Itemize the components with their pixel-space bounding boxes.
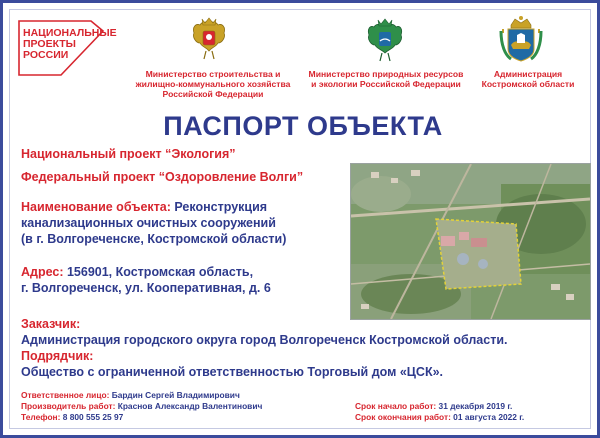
end-value: 01 августа 2022 г.: [450, 412, 525, 422]
producer-value: Краснов Александр Валентинович: [115, 401, 263, 411]
object-name-label: Наименование объекта:: [21, 200, 171, 214]
national-project: Национальный проект “Экология”: [21, 147, 236, 161]
org-kostroma-admin: [473, 69, 583, 89]
object-name-value-3: (в г. Волгореченске, Костромской области): [21, 232, 287, 246]
org-kostroma-admin-line-2: Костромской области: [481, 79, 575, 89]
page-title: ПАСПОРТ ОБЪЕКТА: [163, 111, 443, 141]
org-minprirody-line-1: Министерство природных ресурсов: [308, 69, 464, 79]
customer-label: Заказчик:: [21, 317, 81, 331]
address-block: [21, 264, 271, 296]
org-kostroma-admin-line-1: Администрация: [493, 69, 563, 79]
contractor-label: Подрядчик:: [21, 349, 94, 363]
logo-line-2: ПРОЕКТЫ: [23, 38, 76, 50]
footer-contacts: [21, 390, 262, 423]
org-minprirody: [301, 69, 471, 89]
phone-value: 8 800 555 25 97: [60, 412, 124, 422]
object-name-value-1: Реконструкция: [170, 200, 268, 214]
national-projects-logo: [15, 17, 117, 77]
org-minprirody-line-2: и экологии Российской Федерации: [311, 79, 461, 89]
kostroma-coat-of-arms-icon: [499, 15, 543, 70]
object-name-block: [21, 199, 286, 247]
org-minstroy-line-3: Российской Федерации: [162, 89, 264, 99]
org-minstroy: [123, 69, 303, 99]
customer-value: Администрация городского округа город Волгореченск Костромской области.: [21, 333, 508, 347]
logo-line-3: РОССИИ: [23, 49, 69, 61]
logo-line-1: НАЦИОНАЛЬНЫЕ: [23, 27, 117, 39]
address-label: Адрес:: [21, 265, 64, 279]
address-value-1: 156901, Костромская область,: [63, 265, 254, 279]
object-name-value-2: канализационных очистных сооружений: [21, 216, 276, 230]
footer-dates: [355, 401, 524, 423]
responsible-label: Ответственное лицо:: [21, 390, 110, 400]
federal-project: Федеральный проект “Оздоровление Волги”: [21, 170, 304, 184]
end-label: Срок окончания работ:: [355, 412, 451, 422]
org-minstroy-line-1: Министерство строительства и: [145, 69, 281, 79]
start-value: 31 декабря 2019 г.: [436, 401, 513, 411]
producer-label: Производитель работ:: [21, 401, 116, 411]
org-minstroy-line-2: жилищно-коммунального хозяйства: [135, 79, 291, 89]
customer-block: [21, 316, 508, 380]
address-value-2: г. Волгореченск, ул. Кооперативная, д. 6: [21, 281, 271, 295]
responsible-value: Бардин Сергей Владимирович: [109, 390, 240, 400]
phone-label: Телефон:: [21, 412, 61, 422]
russia-coat-of-arms-icon: [188, 17, 230, 66]
ministry-ecology-emblem-icon: [364, 17, 406, 68]
start-label: Срок начало работ:: [355, 401, 437, 411]
contractor-value: Общество с ограниченной ответственностью Торговый дом «ЦСК».: [21, 365, 444, 379]
satellite-photo: [350, 163, 591, 320]
